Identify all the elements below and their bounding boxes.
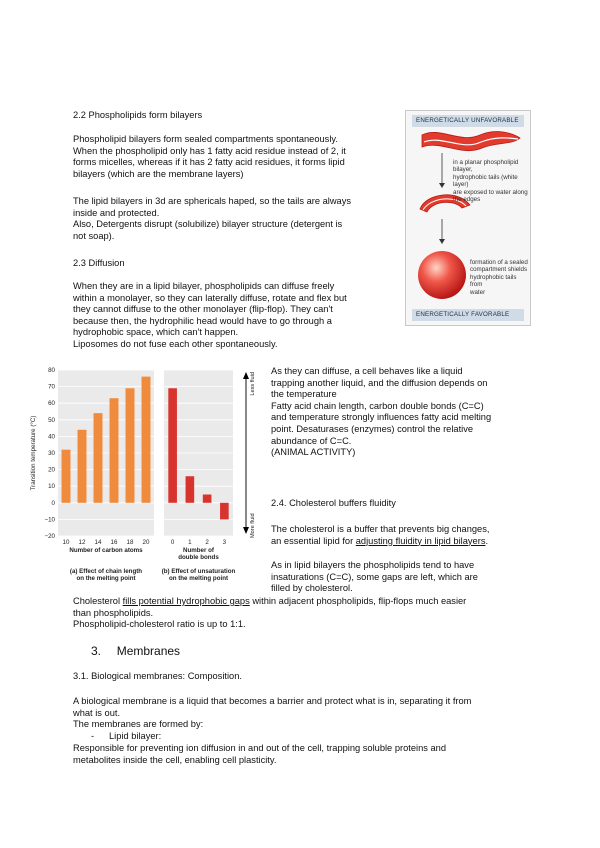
- chart-bar: [168, 388, 177, 503]
- x-tick-label: 1: [188, 539, 192, 546]
- bullet-text: Lipid bilayer:: [109, 731, 162, 741]
- text-line: Phospholipid bilayers form sealed compartments spontaneously.: [73, 134, 338, 144]
- arrow-label-top: Less fluid: [250, 372, 256, 396]
- paragraph: [73, 743, 446, 766]
- text-line: (ANIMAL ACTIVITY): [271, 447, 356, 458]
- section-heading: 2.2 Phospholipids form bilayers: [73, 110, 203, 120]
- section-heading: 3.1. Biological membranes: Composition.: [73, 671, 242, 681]
- text-line: [271, 536, 489, 548]
- text-span: within adjacent phospholipids, flip-flops much easier: [249, 596, 467, 606]
- chart-bar: [186, 476, 195, 503]
- chart-title: (a) Effect of chain length: [69, 568, 143, 575]
- x-tick-label: 0: [170, 539, 175, 546]
- chart-title: on the melting point: [76, 575, 136, 582]
- paragraph: [271, 366, 491, 459]
- text-line: When the phospholipid only has 1 fatty acid residue instead of 2, it: [73, 145, 346, 156]
- y-tick-label: 0: [51, 499, 55, 507]
- y-tick-label: 20: [48, 466, 55, 474]
- chapter-number: 3.: [91, 644, 102, 658]
- text-line: A biological membrane is a liquid that becomes a barrier and protect what is in, separating it from: [73, 696, 472, 706]
- paragraph: [271, 524, 489, 547]
- sealed-compartment-sphere: [418, 251, 466, 299]
- text-line: [73, 596, 466, 608]
- note-line: hydrophobic tails from: [470, 273, 517, 289]
- chart-bar: [126, 388, 135, 503]
- y-tick-label: −20: [44, 533, 55, 540]
- text-line: inside and protected.: [73, 207, 160, 218]
- paragraph: [73, 596, 466, 631]
- text-line: When they are in a lipid bilayer, phospholipids can diffuse freely: [73, 281, 335, 291]
- x-tick-label: 18: [126, 539, 134, 546]
- text-line: abundance of C=C.: [271, 435, 352, 446]
- y-tick-label: 10: [48, 483, 55, 491]
- y-tick-label: −10: [44, 516, 55, 524]
- note-line: hydrophobic tails (white layer): [453, 173, 518, 189]
- figure-note: [453, 159, 530, 203]
- x-tick-label: 12: [78, 539, 86, 546]
- text-line: metabolites inside the cell, enabling cell plasticity.: [73, 754, 277, 765]
- x-tick-label: 14: [94, 539, 102, 546]
- y-tick-label: 50: [48, 416, 55, 424]
- y-axis-label: Transition temperature (°C): [30, 415, 37, 491]
- chart-title: on the melting point: [168, 575, 229, 582]
- text-line: what is out.: [73, 707, 121, 718]
- x-axis-label: Number of: [183, 547, 214, 554]
- paragraph: [73, 281, 347, 351]
- text-line: because then, the hydrophilic head would have to go through a: [73, 315, 332, 326]
- text-line: The lipid bilayers in 3d are sphericals haped, so the tails are always: [73, 196, 352, 206]
- text-line: point. Desaturases (enzymes) control the relative: [271, 423, 474, 434]
- chapter-title: Membranes: [116, 644, 181, 658]
- text-line: forms micelles, whereas if it has 2 fatty acid residues, it forms lipid: [73, 157, 345, 168]
- note-line: formation of a sealed: [470, 259, 528, 266]
- chart-bar: [220, 503, 229, 520]
- paragraph: [73, 196, 351, 242]
- y-tick-label: 70: [48, 383, 55, 391]
- text-line: As in lipid bilayers the phospholipids tend to have: [271, 560, 475, 570]
- y-tick-label: 30: [48, 450, 55, 457]
- chart-bar: [62, 450, 71, 503]
- text-line: filled by cholesterol.: [271, 583, 353, 594]
- x-tick-label: 20: [142, 539, 150, 546]
- text-line: within a monolayer, so they can laterally diffuse, rotate and flex but: [73, 292, 347, 303]
- text-line: Liposomes do not fuse each other spontaneously.: [73, 338, 278, 349]
- text-line: trapping another liquid, and the diffusion depends on: [271, 377, 488, 388]
- chart-bar: [78, 430, 87, 503]
- y-tick-label: 60: [48, 400, 55, 408]
- x-tick-label: 3: [222, 539, 227, 546]
- text-span: .: [485, 535, 489, 546]
- figure-bottom-banner: ENERGETICALLY FAVORABLE: [412, 309, 524, 321]
- x-axis-label: double bonds: [178, 554, 219, 561]
- section-heading: 2.3 Diffusion: [73, 258, 125, 268]
- text-line: bilayers (which are the membrane layers): [73, 168, 244, 179]
- x-tick-label: 16: [110, 539, 118, 546]
- arrow-label-bottom: More fluid: [250, 513, 256, 538]
- chapter-heading: [91, 644, 180, 658]
- underlined-text: fills potential hydrophobic gaps: [122, 596, 250, 606]
- text-line: The membranes are formed by:: [73, 719, 204, 730]
- paragraph: [271, 560, 478, 595]
- paragraph: [73, 696, 471, 731]
- arrow-1-head: [439, 183, 445, 188]
- x-tick-label: 10: [62, 539, 70, 546]
- y-tick-label: 40: [48, 433, 55, 441]
- chart-bar: [142, 377, 151, 503]
- text-line: insaturations (C=C), some gaps are left, which are: [271, 571, 478, 582]
- bilayer-figure: [405, 110, 531, 326]
- chart-title: (b) Effect of unsaturation: [161, 568, 236, 575]
- arrow-head-up: [243, 372, 249, 379]
- section-heading: 2.4. Cholesterol buffers fluidity: [271, 498, 396, 508]
- text-line: and temperature strongly influences fatty acid melting: [271, 412, 492, 423]
- note-line: compartment shields: [470, 266, 528, 274]
- planar-bilayer-shape: [422, 132, 520, 151]
- text-line: Responsible for preventing ion diffusion in and out of the cell, trapping soluble proteins and: [73, 743, 446, 753]
- chart-bar: [110, 398, 119, 503]
- x-axis-label: Number of carbon atoms: [69, 547, 143, 554]
- text-span: Cholesterol: [73, 596, 123, 606]
- text-line: The cholesterol is a buffer that prevents big changes,: [271, 524, 490, 534]
- figure-note: [470, 259, 530, 296]
- text-span: an essential lipid for: [271, 535, 356, 546]
- text-line: not soap).: [73, 230, 115, 241]
- arrow-2-head: [439, 239, 445, 244]
- note-line: are exposed to water along: [453, 188, 528, 196]
- text-line: Also, Detergents disrupt (solubilize) bilayer structure (detergent is: [73, 219, 343, 230]
- paragraph: [73, 134, 346, 180]
- text-line: than phospholipids.: [73, 607, 154, 618]
- text-line: they cannot diffuse to the other monolayer (flip-flop). They can't: [73, 304, 333, 315]
- arrow-head-down: [243, 527, 249, 534]
- text-line: hydrophobic space, which can't happen.: [73, 327, 239, 338]
- underlined-text: adjusting fluidity in lipid bilayers: [355, 535, 486, 546]
- text-line: Fatty acid chain length, carbon double bonds (C=C): [271, 400, 484, 411]
- figure-top-banner: ENERGETICALLY UNFAVORABLE: [412, 115, 524, 127]
- bullet-marker: -: [91, 731, 95, 741]
- text-line: Phospholipid-cholesterol ratio is up to 1:1.: [73, 619, 246, 630]
- melting-point-charts: [28, 362, 266, 582]
- chart-bar: [203, 495, 212, 503]
- chart-bar: [94, 413, 103, 503]
- note-line: in a planar phospholipid bilayer,: [453, 159, 519, 174]
- text-line: the temperature: [271, 389, 337, 400]
- y-tick-label: 80: [48, 367, 55, 374]
- note-line: water: [470, 288, 486, 296]
- x-tick-label: 2: [205, 539, 209, 546]
- note-line: the edges: [453, 196, 481, 204]
- text-line: As they can diffuse, a cell behaves like a liquid: [271, 366, 463, 376]
